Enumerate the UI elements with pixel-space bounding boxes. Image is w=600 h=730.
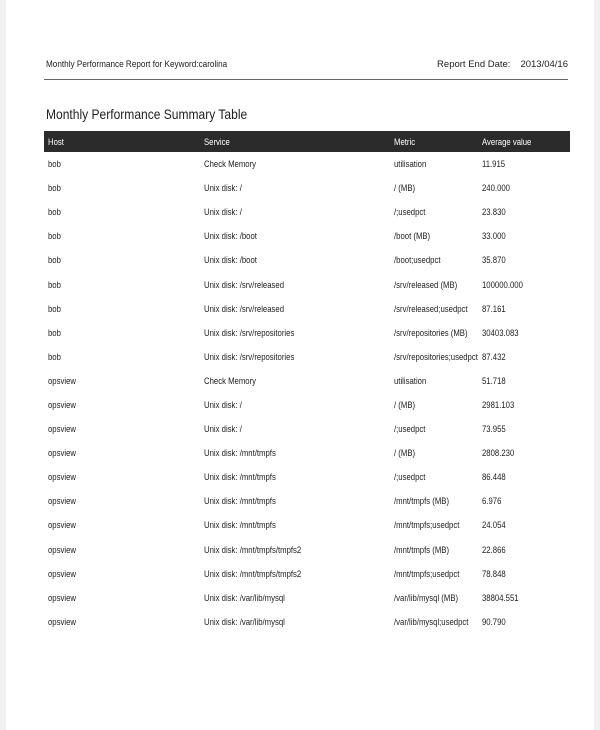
report-end-date-value: 2013/04/16	[520, 59, 568, 70]
service-cell: Unix disk: /mnt/tmpfs	[204, 472, 276, 483]
average-value-cell: 87.432	[482, 351, 506, 362]
table-row	[44, 586, 570, 610]
metric-cell: /;usedpct	[394, 472, 426, 483]
table-row	[44, 248, 570, 272]
average-value-cell: 100000.000	[482, 279, 523, 290]
service-cell: Unix disk: /	[204, 183, 242, 194]
service-cell: Unix disk: /	[204, 399, 242, 410]
host-cell: bob	[48, 351, 61, 362]
service-cell: Unix disk: /srv/repositories	[204, 327, 295, 338]
metric-cell: /mnt/tmpfs (MB)	[394, 544, 450, 555]
table-row	[44, 224, 570, 248]
host-cell: bob	[48, 183, 61, 194]
table-row	[44, 393, 570, 417]
metric-cell: /var/lib/mysql (MB)	[394, 592, 459, 603]
average-value-cell: 11.915	[482, 159, 506, 170]
metric-cell: / (MB)	[394, 399, 416, 410]
metric-cell: utilisation	[394, 375, 427, 386]
table-header	[44, 131, 570, 152]
service-cell: Unix disk: /srv/released	[204, 279, 285, 290]
service-cell: Unix disk: /mnt/tmpfs/tmpfs2	[204, 568, 302, 579]
host-cell: bob	[48, 231, 61, 242]
summary-table-title: Monthly Performance Summary Table	[46, 106, 248, 122]
table-row	[44, 297, 570, 321]
average-value-cell: 2981.103	[482, 399, 515, 410]
service-cell: Unix disk: /mnt/tmpfs	[204, 496, 276, 507]
average-value-cell: 24.054	[482, 520, 506, 531]
host-cell: opsview	[48, 592, 76, 603]
column-header-host: Host	[48, 136, 64, 147]
report-end-date-label: Report End Date:	[437, 59, 511, 70]
average-value-cell: 73.955	[482, 424, 506, 435]
table-row	[44, 610, 570, 634]
report-end-date	[437, 59, 568, 70]
metric-cell: / (MB)	[394, 448, 416, 459]
metric-cell: /mnt/tmpfs;usedpct	[394, 568, 460, 579]
table-row	[44, 272, 570, 296]
host-cell: opsview	[48, 448, 76, 459]
table-row	[44, 441, 570, 465]
service-cell: Unix disk: /var/lib/mysql	[204, 616, 285, 627]
host-cell: bob	[48, 159, 61, 170]
service-cell: Check Memory	[204, 159, 257, 170]
table-row	[44, 465, 570, 489]
average-value-cell: 51.718	[482, 375, 506, 386]
table-row	[44, 513, 570, 537]
table-body	[44, 152, 570, 634]
service-cell: Unix disk: /var/lib/mysql	[204, 592, 285, 603]
service-cell: Unix disk: /	[204, 207, 242, 218]
service-cell: Check Memory	[204, 375, 257, 386]
report-title: Monthly Performance Report for Keyword:carolina	[46, 59, 228, 70]
service-cell: Unix disk: /	[204, 424, 242, 435]
column-header-average-value: Average value	[482, 136, 532, 147]
table-row	[44, 538, 570, 562]
host-cell: bob	[48, 303, 61, 314]
host-cell: opsview	[48, 616, 76, 627]
average-value-cell: 33.000	[482, 231, 506, 242]
summary-table	[44, 131, 570, 634]
metric-cell: /mnt/tmpfs (MB)	[394, 496, 450, 507]
table-row	[44, 200, 570, 224]
metric-cell: /mnt/tmpfs;usedpct	[394, 520, 460, 531]
table-row	[44, 152, 570, 176]
average-value-cell: 38804.551	[482, 592, 519, 603]
table-row	[44, 321, 570, 345]
average-value-cell: 240.000	[482, 183, 510, 194]
host-cell: bob	[48, 255, 61, 266]
average-value-cell: 87.161	[482, 303, 506, 314]
average-value-cell: 6.976	[482, 496, 502, 507]
metric-cell: /boot;usedpct	[394, 255, 441, 266]
service-cell: Unix disk: /srv/repositories	[204, 351, 295, 362]
host-cell: opsview	[48, 424, 76, 435]
service-cell: Unix disk: /mnt/tmpfs	[204, 448, 276, 459]
metric-cell: /srv/released;usedpct	[394, 303, 468, 314]
host-cell: bob	[48, 327, 61, 338]
host-cell: opsview	[48, 568, 76, 579]
column-header-service: Service	[204, 136, 230, 147]
report-sheet	[6, 0, 594, 730]
average-value-cell: 2808.230	[482, 448, 515, 459]
average-value-cell: 78.848	[482, 568, 506, 579]
metric-cell: /srv/repositories;usedpct	[394, 351, 478, 362]
table-row	[44, 345, 570, 369]
metric-cell: /boot (MB)	[394, 231, 431, 242]
host-cell: opsview	[48, 520, 76, 531]
service-cell: Unix disk: /boot	[204, 255, 257, 266]
average-value-cell: 30403.083	[482, 327, 519, 338]
host-cell: opsview	[48, 544, 76, 555]
host-cell: opsview	[48, 472, 76, 483]
service-cell: Unix disk: /boot	[204, 231, 257, 242]
column-header-metric: Metric	[394, 136, 416, 147]
header-divider	[44, 79, 568, 80]
table-row	[44, 489, 570, 513]
metric-cell: /;usedpct	[394, 207, 426, 218]
host-cell: opsview	[48, 375, 76, 386]
table-row	[44, 176, 570, 200]
service-cell: Unix disk: /mnt/tmpfs	[204, 520, 276, 531]
metric-cell: /var/lib/mysql;usedpct	[394, 616, 469, 627]
host-cell: bob	[48, 279, 61, 290]
table-row	[44, 562, 570, 586]
table-row	[44, 369, 570, 393]
host-cell: bob	[48, 207, 61, 218]
table-row	[44, 417, 570, 441]
average-value-cell: 22.866	[482, 544, 506, 555]
service-cell: Unix disk: /mnt/tmpfs/tmpfs2	[204, 544, 302, 555]
host-cell: opsview	[48, 496, 76, 507]
average-value-cell: 90.790	[482, 616, 506, 627]
metric-cell: /;usedpct	[394, 424, 426, 435]
metric-cell: / (MB)	[394, 183, 416, 194]
metric-cell: utilisation	[394, 159, 427, 170]
metric-cell: /srv/released (MB)	[394, 279, 458, 290]
average-value-cell: 86.448	[482, 472, 506, 483]
average-value-cell: 35.870	[482, 255, 506, 266]
service-cell: Unix disk: /srv/released	[204, 303, 285, 314]
average-value-cell: 23.830	[482, 207, 506, 218]
metric-cell: /srv/repositories (MB)	[394, 327, 468, 338]
host-cell: opsview	[48, 399, 76, 410]
